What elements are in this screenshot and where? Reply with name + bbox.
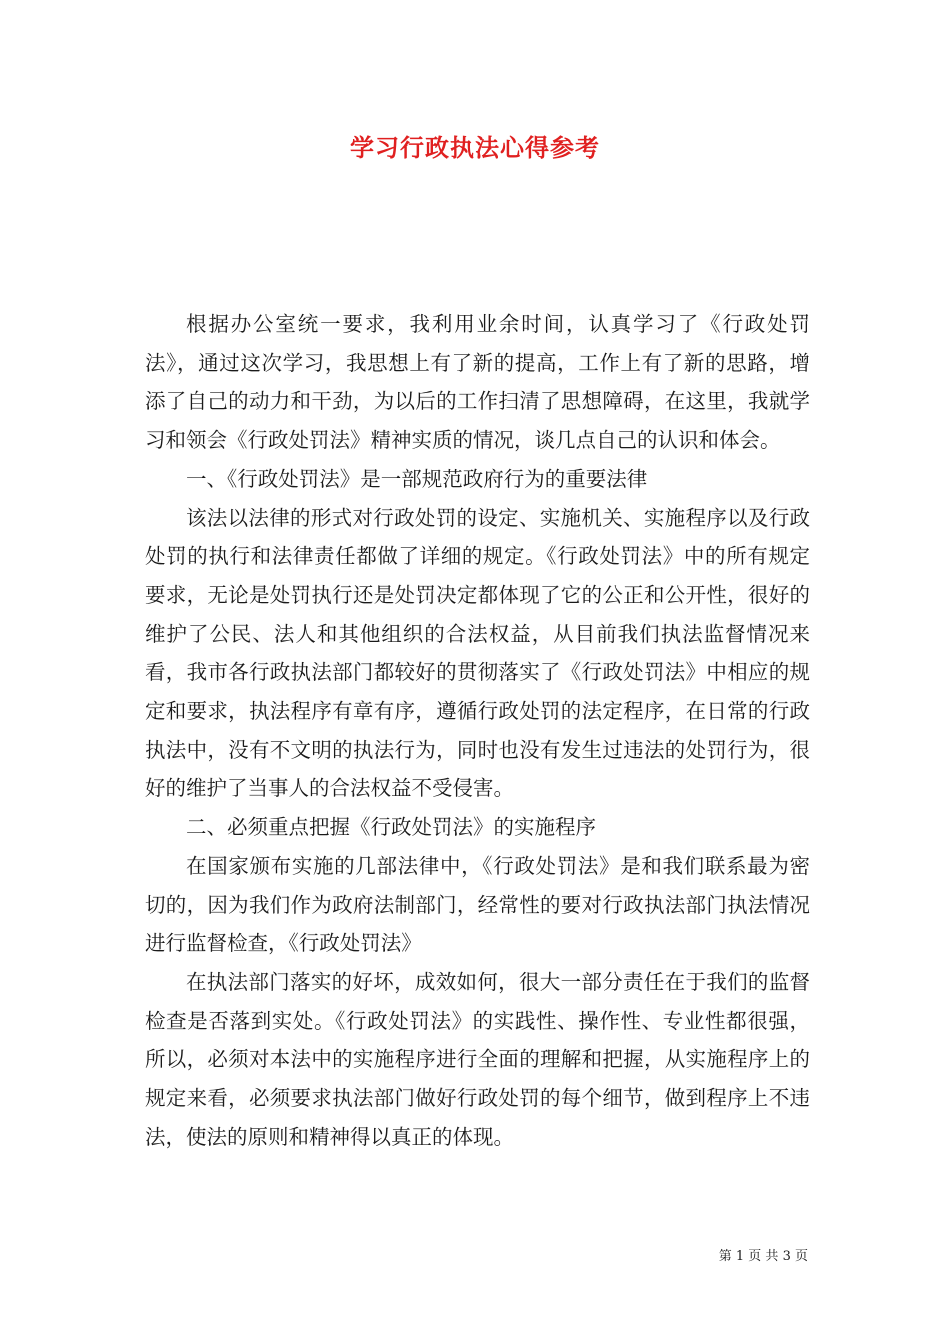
document-body <box>145 305 810 1156</box>
document-title: 学习行政执法心得参考 <box>350 133 600 162</box>
section-heading-1: 一、《行政处罚法》是一部规范政府行为的重要法律 <box>186 466 648 491</box>
section-heading-2: 二、必须重点把握《行政处罚法》的实施程序 <box>186 815 596 840</box>
paragraph-section-1: 该法以法律的形式对行政处罚的设定、实施机关、实施程序以及行政处罚的执行和法律责任都做了详细的规定。《行政处罚法》中的所有规定要求，无论是处罚执行还是处罚决定都体现了它的公正和公开性，很好的维护了公民、法人和其他组织的合法权益，从目前我们执法监督情况来看，我市各行政执法部门都较好的贯彻落实了《行政处罚法》中相应的规定和要求，执法程序有章有序，遵循行政处罚的法定程序，在日常的行政执法中，没有不文明的执法行为，同时也没有发生过违法的处罚行为，很好的维护了当事人的合法权益不受侵害。 <box>145 505 810 801</box>
paragraph-section-2a: 在国家颁布实施的几部法律中，《行政处罚法》是和我们联系最为密切的，因为我们作为政府法制部门，经常性的要对行政执法部门执法情况进行监督检查，《行政处罚法》 <box>145 853 810 956</box>
footer-middle: 页 共 <box>744 1249 783 1264</box>
footer-current-page: 1 <box>735 1249 745 1264</box>
footer-total-pages: 3 <box>782 1249 791 1264</box>
footer-prefix: 第 <box>718 1249 736 1264</box>
footer-suffix: 页 <box>790 1249 808 1264</box>
paragraph-intro: 根据办公室统一要求，我利用业余时间，认真学习了《行政处罚法》，通过这次学习，我思想上有了新的提高，工作上有了新的思路，增添了自己的动力和干劲，为以后的工作扫清了思想障碍，在这里，我就学习和领会《行政处罚法》精神实质的情况，谈几点自己的认识和体会。 <box>145 312 810 453</box>
page-number-footer <box>719 1248 808 1266</box>
paragraph-section-2b: 在执法部门落实的好坏，成效如何，很大一部分责任在于我们的监督检查是否落到实处。《行政处罚法》的实践性、操作性、专业性都很强，所以，必须对本法中的实施程序进行全面的理解和把握，从实施程序上的规定来看，必须要求执法部门做好行政处罚的每个细节，做到程序上不违法，使法的原则和精神得以真正的体现。 <box>145 969 810 1149</box>
